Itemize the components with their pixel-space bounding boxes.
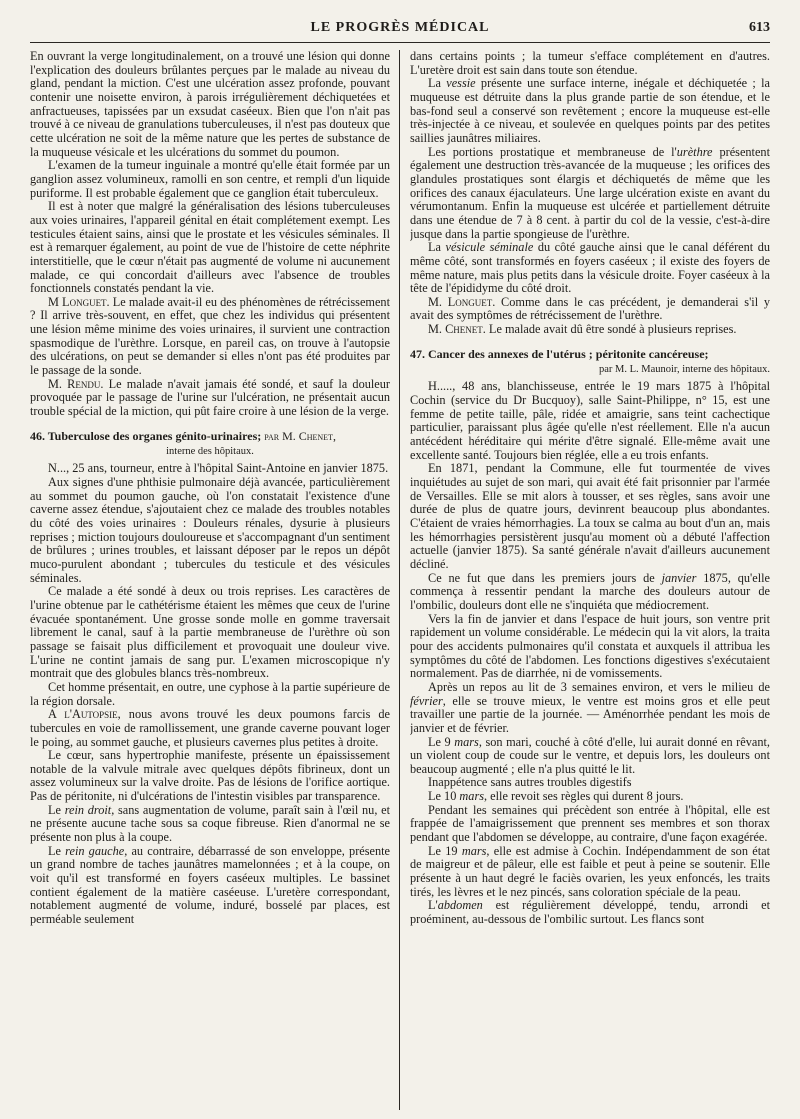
paragraph-text: Le [48, 843, 66, 858]
paragraph: En ouvrant la verge longitudinalement, on a trouvé une lésion qui donne l'explication des douleurs brûlantes perçues par le malade au niveau du gland, pendant la miction. C'est une ulcération assez profonde, pouvant contenir une noisette environ, à parois irrégulièrement déchiquetées et anfractueuses, tapissées par un exsudat caséeux. Bien que l'on n'ait pas trouvé à ce niveau de granulations tuberculeuses, il n'est pas douteux que cette ulcération ne soit de la même nature que les pertes de substance de la muqueuse vésicale et les ulcérations du sommet du poumon. [30, 50, 390, 159]
paragraph-text: Le [48, 802, 65, 817]
paragraph-text: présente une surface interne, inégale et déchiquetée ; la muqueuse est détruite dans la plus grande partie de son étendue, et le bas-fond seul a conservé son revêtement ; encore la muqueuse est-elle très-injectée à ce niveau, et soulevée en quelques points par des petites saillies jaunâtres miliaires. [410, 76, 770, 145]
italic-term: janvier [661, 570, 697, 585]
paragraph [410, 790, 770, 804]
paragraph [410, 736, 770, 777]
speaker-name: M. Longuet. [428, 294, 496, 309]
case-byline: interne des hôpitaux. [166, 445, 254, 457]
paragraph [410, 899, 770, 926]
paragraph [410, 296, 770, 323]
case-number: 46. [30, 428, 45, 443]
paragraph [30, 296, 390, 378]
paragraph-text: du côté gauche ainsi que le canal déférent du même côté, sont transformés en foyers caséeux ; il existe des foyers de même nature, mais plus petits dans la vésicule droite. Foyer caséeux à la tête de l'épididyme du côté droit. [410, 240, 770, 296]
paragraph-text: , au contraire, débarrassé de son enveloppe, présente un grand nombre de taches jaunâtres mamelonnées ; et à la coupe, on voit qu'il est transformé en foyers caséeux multiples. Le bassinet contient également de la matière caséeuse. L'uretère correspondant, notablement augmenté de volume, induré, bosselé par places, est perméable seulement [30, 843, 390, 927]
page-number: 613 [749, 20, 770, 35]
paragraph [410, 323, 770, 337]
paragraph [410, 681, 770, 736]
speaker-name: M. Rendu. [48, 376, 104, 391]
italic-term: vésicule séminale [445, 240, 534, 255]
paragraph-text: Après un repos au lit de 3 semaines environ, et vers le milieu de [428, 679, 770, 694]
paragraph: Pendant les semaines qui précèdent son entrée à l'hôpital, elle est frappée de l'amaigrissement que prennent ses membres et son thorax pendant que l'abdomen se développe, au contraire, d'une façon exagérée. [410, 802, 770, 845]
column-divider [399, 50, 400, 1110]
paragraph [30, 804, 390, 845]
paragraph-text: Le 19 [428, 843, 462, 858]
paragraph-text: La [428, 76, 447, 91]
case-title: Cancer des annexes de l'utérus ; péritonite cancéreuse; [425, 346, 709, 361]
paragraph-text: Le 9 [428, 734, 455, 749]
paragraph-text: , elle revoit ses règles qui durent 8 jours. [484, 789, 684, 804]
speaker-name: M Longuet. [48, 294, 110, 309]
italic-term: février [410, 693, 443, 708]
paragraph [410, 572, 770, 613]
paragraph: Il est à noter que malgré la généralisation des lésions tuberculeuses aux voies urinaires, l'appareil génital en était complétement exempt. Les testicules étaient sains, ainsi que le prostate et les vésicules séminales. Il est à remarquer également, au point de vue de l'histoire de cette néphrite interstitielle, que le cœur n'était pas augmenté de volume ni aucunement malade, ce qui concordait d'ailleurs avec l'absence de troubles fonctionnels constatés pendant la vie. [30, 199, 390, 296]
paragraph-text: nous avons trouvé les deux poumons farcis de tubercules en voie de ramollissement, une grande caverne pouvant loger le poing, au sommet gauche, et plusieurs cavernes plus petites à droite. [30, 707, 390, 749]
paragraph [30, 708, 390, 749]
paragraph-text: présentent également une destruction très-avancée de la muqueuse ; les orifices des glandules prostatiques sont élargis et déchiquetés de même que les orifices des canaux éjaculateurs. Une large ulcération existe en avant du vérumontanum. Enfin la muqueuse est ulcérée et partiellement détruite dans une étendue de 7 à 8 cent. à partir du col de la vessie, c'est-à-dire jusque dans la partie spongieuse de l'urèthre. [410, 144, 770, 241]
italic-term: abdomen [437, 898, 483, 913]
paragraph-text: Ce ne fut que dans les premiers jours de [428, 570, 662, 585]
paragraph [30, 378, 390, 419]
paragraph: N..., 25 ans, tourneur, entre à l'hôpital Saint-Antoine en janvier 1875. [48, 461, 389, 476]
paragraph [410, 146, 770, 242]
paragraph-text: , elle est admise à Cochin. Indépendamment de son état de maigreur et de pâleur, elle est faible et peut à peine se soutenir. Elle présente à un haut degré le faciès ovarien, les yeux enfoncés, les traits tirés, les lèvres et le nez pincés, sans coloration spéciale de la peau. [410, 843, 770, 899]
running-header [30, 18, 770, 43]
paragraph: H....., 48 ans, blanchisseuse, entrée le 19 mars 1875 à l'hôpital Cochin (service du Dr Bucquoy), salle Saint-Philippe, n° 15, est une femme de petite taille, pâle, ridée et amaigrie, sans teint cachectique particulier, paraissant plus âgée qu'elle n'est réellement. Elle n'a aucun antécédent héréditaire qui mérite d'être signalé. Elle-même avait une excellente santé. Toujours bien réglée, elle a eu trois enfants. [410, 379, 770, 462]
left-column [30, 50, 390, 1110]
paragraph: Cet homme présentait, en outre, une cyphose à la partie supérieure de la région dorsale. [30, 679, 390, 708]
paragraph-text: L' [428, 898, 438, 913]
paragraph-text: Les portions prostatique et membraneuse de l' [428, 144, 677, 159]
case-byline: par M. L. Maunoir, interne des hôpitaux. [598, 363, 770, 375]
paragraph-text: est régulièrement développé, tendu, arrondi et proéminent, au-dessous de l'ombilic surtout. Les flancs sont [410, 898, 770, 927]
italic-term: mars [461, 843, 487, 858]
paragraph-text: Le 10 [428, 789, 460, 804]
case-heading [410, 347, 770, 361]
italic-term: mars [454, 734, 479, 749]
paragraph: dans certains points ; la tumeur s'efface complétement en d'autres. L'uretère droit est sain dans toute son étendue. [410, 50, 770, 77]
paragraph-text: , elle se trouve mieux, le ventre est moins gros et elle peut travailler une partie de la journée. — Aménorrhée pendant les mois de janvier et de février. [410, 693, 770, 735]
paragraph-text: , sans augmentation de volume, paraît sain à l'œil nu, et ne présente aucune tache sous sa coque fibreuse. Rien d'anormal ne se présente non plus à la coupe. [30, 802, 390, 845]
paragraph: L'examen de la tumeur inguinale a montré qu'elle était formée par un ganglion assez volumineux, ramolli en son centre, et rempli d'un liquide puriforme. Il est probable également que ce ganglion était tuberculeux. [30, 158, 390, 200]
paragraph-text: Le malade avait dû être sondé à plusieurs reprises. [485, 322, 737, 337]
case-author: par M. Chenet, [261, 428, 336, 443]
paragraph-text: La [428, 240, 446, 255]
italic-term: rein gauche [65, 843, 125, 858]
italic-term: mars [459, 789, 485, 804]
journal-title: LE PROGRÈS MÉDICAL [310, 20, 490, 35]
paragraph-text: 1875, qu'elle commença à ressentir pendant la marche des douleurs autour de l'ombilic, douleurs dont elle ne s'inquiéta que médiocrement. [410, 570, 770, 612]
paragraph: Vers la fin de janvier et dans l'espace de huit jours, son ventre prit rapidement un volume considérable. Le médecin qui la vit alors, la traita pour des accidents pulmonaires qu'il constata et auxquels il attribua les symptômes du côté de l'abdomen. Les fonctions digestives s'exécutaient normalement. Pas de diarrhée, ni de vomissements. [410, 611, 770, 681]
paragraph-text: Le malade avait-il eu des phénomènes de rétrécissement ? Il arrive très-souvent, en effet, que chez les individus qui présentent une lésion même minime des voies urinaires, il survient une contraction spasmodique de l'urèthre. Lorsque, en pareil cas, on trouve à l'autopsie des ulcérations, on peut se demander si elles n'ont pas été produites par le passage de la sonde. [30, 294, 390, 378]
italic-term: vessie [446, 76, 476, 91]
paragraph [410, 845, 770, 900]
right-column [410, 50, 770, 1110]
speaker-name: M. Chenet. [428, 322, 486, 337]
paragraph-text: , son mari, couché à côté d'elle, lui aurait donné en rêvant, un violent coup de coude sur le ventre, et depuis lors, les douleurs ont beaucoup augmenté ; elle n'a plus quitté le lit. [410, 734, 770, 776]
paragraph-text: Le malade n'avait jamais été sondé, et sauf la douleur provoquée par le passage de l'urine sur l'ulcération, ne présentait aucun trouble spécial de la miction, qui pût faire croire à une lésion de la verge. [30, 376, 390, 419]
paragraph: Ce malade a été sondé à deux ou trois reprises. Les caractères de l'urine obtenue par le cathétérisme étaient les mêmes que ceux de l'urine évacuée spontanément. Une grosse sonde molle en gomme traversait librement le canal, sauf à la partie membraneuse de l'urèthre où son passage se faisait plus difficilement et provoquait une douleur vive. L'urine ne contint jamais de sang pur. L'examen microscopique n'y montrait que des globules blancs très-nombreux. [30, 584, 390, 681]
italic-term: urèthre [676, 144, 713, 159]
paragraph: Le cœur, sans hypertrophie manifeste, présente un épaississement notable de la valvule mitrale avec quelques dépôts fibrineux, dont un assez volumineux sur la valve droite. Pas de lésions de l'orifice aortique. Pas de péritonite, ni d'ulcérations de l'intestin visibles par transparence. [30, 748, 390, 804]
case-number: 47. [410, 346, 425, 361]
paragraph-text: Comme dans le cas précédent, je demanderai s'il y avait des symptômes de rétrécissement de l'urèthre. [410, 294, 770, 323]
paragraph: En 1871, pendant la Commune, elle fut tourmentée de vives inquiétudes au sujet de son mari, qui avait été fait prisonnier par l'armée de Versailles. Elle se mit alors à tousser, et ses règles, sans avoir une durée de plus de quatre jours, devinrent beaucoup plus abondantes. C'étaient de vraies hémorrhagies. La toux se calma au bout d'un an, mais les hémorrhagies persistèrent jusqu'au moment où a débuté l'affection actuelle (janvier 1875). Sa santé générale n'avait d'ailleurs aucunement décliné. [410, 461, 770, 571]
section-lead: A l'Autopsie, [48, 707, 121, 722]
case-heading [30, 429, 390, 443]
paragraph: Aux signes d'une phthisie pulmonaire déjà avancée, particulièrement au sommet du poumon gauche, où l'on constatait l'existence d'une caverne assez étendue, s'ajoutaient chez ce malade des troubles notables du côté des voies urinaires : Douleurs rénales, dysurie à plusieurs reprises ; miction toujours douloureuse et s'accompagnant d'un sentiment de brûlures ; urines troubles, et laissant déposer par le repos un dépôt muco-purulent abondant ; tubercules du testicule et des vésicules séminales. [30, 475, 390, 585]
paragraph [410, 241, 770, 296]
italic-term: rein droit [64, 802, 112, 817]
case-title: Tuberculose des organes génito-urinaires; [45, 428, 262, 443]
paragraph [30, 845, 390, 927]
paragraph [410, 77, 770, 145]
paragraph: Inappétence sans autres troubles digestifs [428, 775, 632, 790]
